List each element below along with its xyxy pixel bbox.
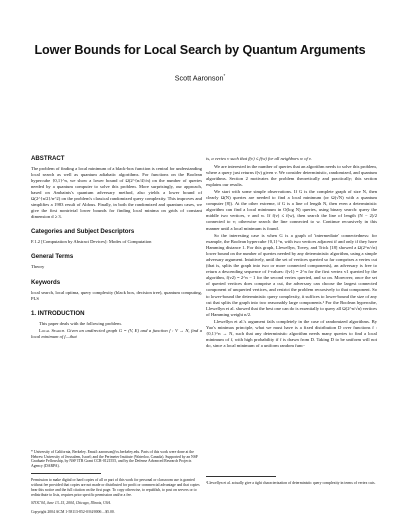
paper-title: Lower Bounds for Local Search by Quantum Arguments	[34, 43, 366, 57]
author-name: Scott Aaronson	[174, 73, 224, 83]
abstract-heading: ABSTRACT	[31, 155, 65, 162]
intro-paragraph-2: We are interested in the number of queries that an algorithm needs to solve this problem, where a query just returns f(v) given v. We consider deterministic, randomized, and quantum algorithms. Section 2 motivates the problem theoretically and practically; this section explains our results.	[206, 163, 377, 187]
affiliation-footnote: * University of California, Berkeley. Email: aaronson@cs.berkeley.edu. Parts of this work were done at the Hebrew University of Jerusalem, Israel; and the Perimeter Institute (Waterloo, Canada). Supported by an NSF Graduate Fellowship, by NSF ITR Grant CCR-0121555, and by the Defense Advanced Research Projects Agency (DARPA).	[31, 449, 199, 469]
intro-paragraph-4: So the interesting case is when G is a graph of 'intermediate' connectedness: for example, the Boolean hypercube {0,1}^n, with two vertices adjacent if and only if they have Hamming distance 1. For this graph, Llewellyn, Tovey, and Trick [18] showed a Ω(2^n/√n) lower bound on the number of queries needed by any deterministic algorithm, using a simple adversary argument. Intuitively, until the set of vertices queried so far comprises a vertex cut (that is, splits the graph into two or more connected components), an adversary is free to return a descending sequence of f-values: f(v1) = 2^n for the first vertex v1 queried by the algorithm, f(v2) = 2^n − 1 for the second vertex queried, and so on. Moreover, once the set of queried vertices does comprise a cut, the adversary can choose the largest connected component of unqueried vertices, and restrict the problem recursively to that component. So to lower-bound the deterministic query complexity, it suffices to lower-bound the size of any cut that splits the graph into two reasonably large components.¹ For the Boolean hypercube, Llewellyn et al. showed that the best one can do is essentially to query all Ω(2^n/√n) vertices of Hamming weight n/2.	[206, 233, 377, 317]
problem-label: Local Search.	[39, 328, 66, 334]
keywords-heading: Keywords	[31, 278, 61, 286]
general-terms-text: Theory	[31, 264, 45, 270]
categories-text: F.1.2 [Computation by Abstract Devices]: Modes of Computation	[31, 239, 152, 245]
left-footnotes	[31, 446, 202, 518]
keywords-text: local search, local optima, query complexity (black box, decision tree), quantum computing, PLS	[31, 289, 202, 301]
right-column	[206, 156, 377, 351]
author-footnote-mark: *	[223, 73, 226, 78]
abstract-text: The problem of finding a local minimum of a black-box function is central for understanding local search as well as quantum adiabatic algorithms. For functions on the Boolean hypercube {0,1}^n, we show a lower bound of Ω(2^{n/4}/n) on the number of queries needed by a quantum computer to solve this problem. More surprisingly, our approach, based on Ambainis's quantum adversary method, also yields a lower bound of Ω(2^{n/2}/n^2) on the problem's classical randomized query complexity. This improves and simplifies a 1983 result of Aldous. Finally, in both the randomized and quantum cases, we give the first nontrivial lower bounds for finding local minima on grids of constant dimension d ≥ 3.	[31, 166, 202, 220]
right-footnotes	[206, 472, 377, 489]
venue-line: STOC'04, June 13–15, 2004, Chicago, Illinois, USA.	[31, 501, 112, 506]
footnote-rule-right	[206, 476, 276, 477]
copyright-line: Copyright 2004 ACM 1-58113-852-0/04/0006 ...$5.00.	[31, 509, 115, 514]
categories-heading: Categories and Subject Descriptors	[31, 228, 135, 236]
intro-paragraph-3: We start with some simple observations. If G is the complete graph of size N, then clearly Ω(N) queries are needed to find a local minimum (or Ω(√N) with a quantum computer [8]). At the other extreme, if G is a line of length N, then even a deterministic algorithm can find a local minimum in O(log N) queries, using binary search: query the middle two vertices, v and w. If f(v) ≤ f(w), then search the line of length (N − 2)/2 connected to v; otherwise search the line connected to w. Continue recursively in this manner until a local minimum is found.	[206, 189, 377, 231]
introduction-heading: 1. INTRODUCTION	[31, 309, 85, 317]
general-terms-heading: General Terms	[31, 253, 74, 261]
left-column	[31, 155, 202, 342]
intro-paragraph-1: This paper deals with the following problem.	[39, 320, 122, 326]
copyright-notice: Permission to make digital or hard copies of all or part of this work for personal or classroom use is granted without fee provided that copies are not made or distributed for profit or commercial advantage and that copies bear this notice and the full citation on the first page. To copy otherwise, to republish, to post on servers or to redistribute to lists, requires prior specific permission and/or a fee.	[31, 477, 200, 497]
footnote-1: ¹Llewellyn et al. actually give a tight characterization of deterministic query complexity in terms of vertex cuts.	[206, 480, 376, 485]
problem-statement	[31, 328, 202, 340]
footnote-rule	[31, 473, 101, 474]
problem-continuation: is, a vertex v such that f(v) ≤ f(w) for all neighbors w of v.	[206, 156, 312, 161]
author-line	[0, 73, 400, 82]
problem-text: Given an undirected graph G = (V, E) and a function f : V → N, find a local minimum of f—that	[31, 328, 202, 340]
intro-paragraph-5: Llewellyn et al.'s argument fails completely in the case of randomized algorithms. By Yao's minimax principle, what we must have is a fixed distribution D over functions f : {0,1}^n → N, such that any deterministic algorithm needs many queries to find a local minimum of f, with high probability if f is drawn from D. Taking D to be uniform will not do, since a local minimum of a uniform random func-	[206, 319, 377, 349]
